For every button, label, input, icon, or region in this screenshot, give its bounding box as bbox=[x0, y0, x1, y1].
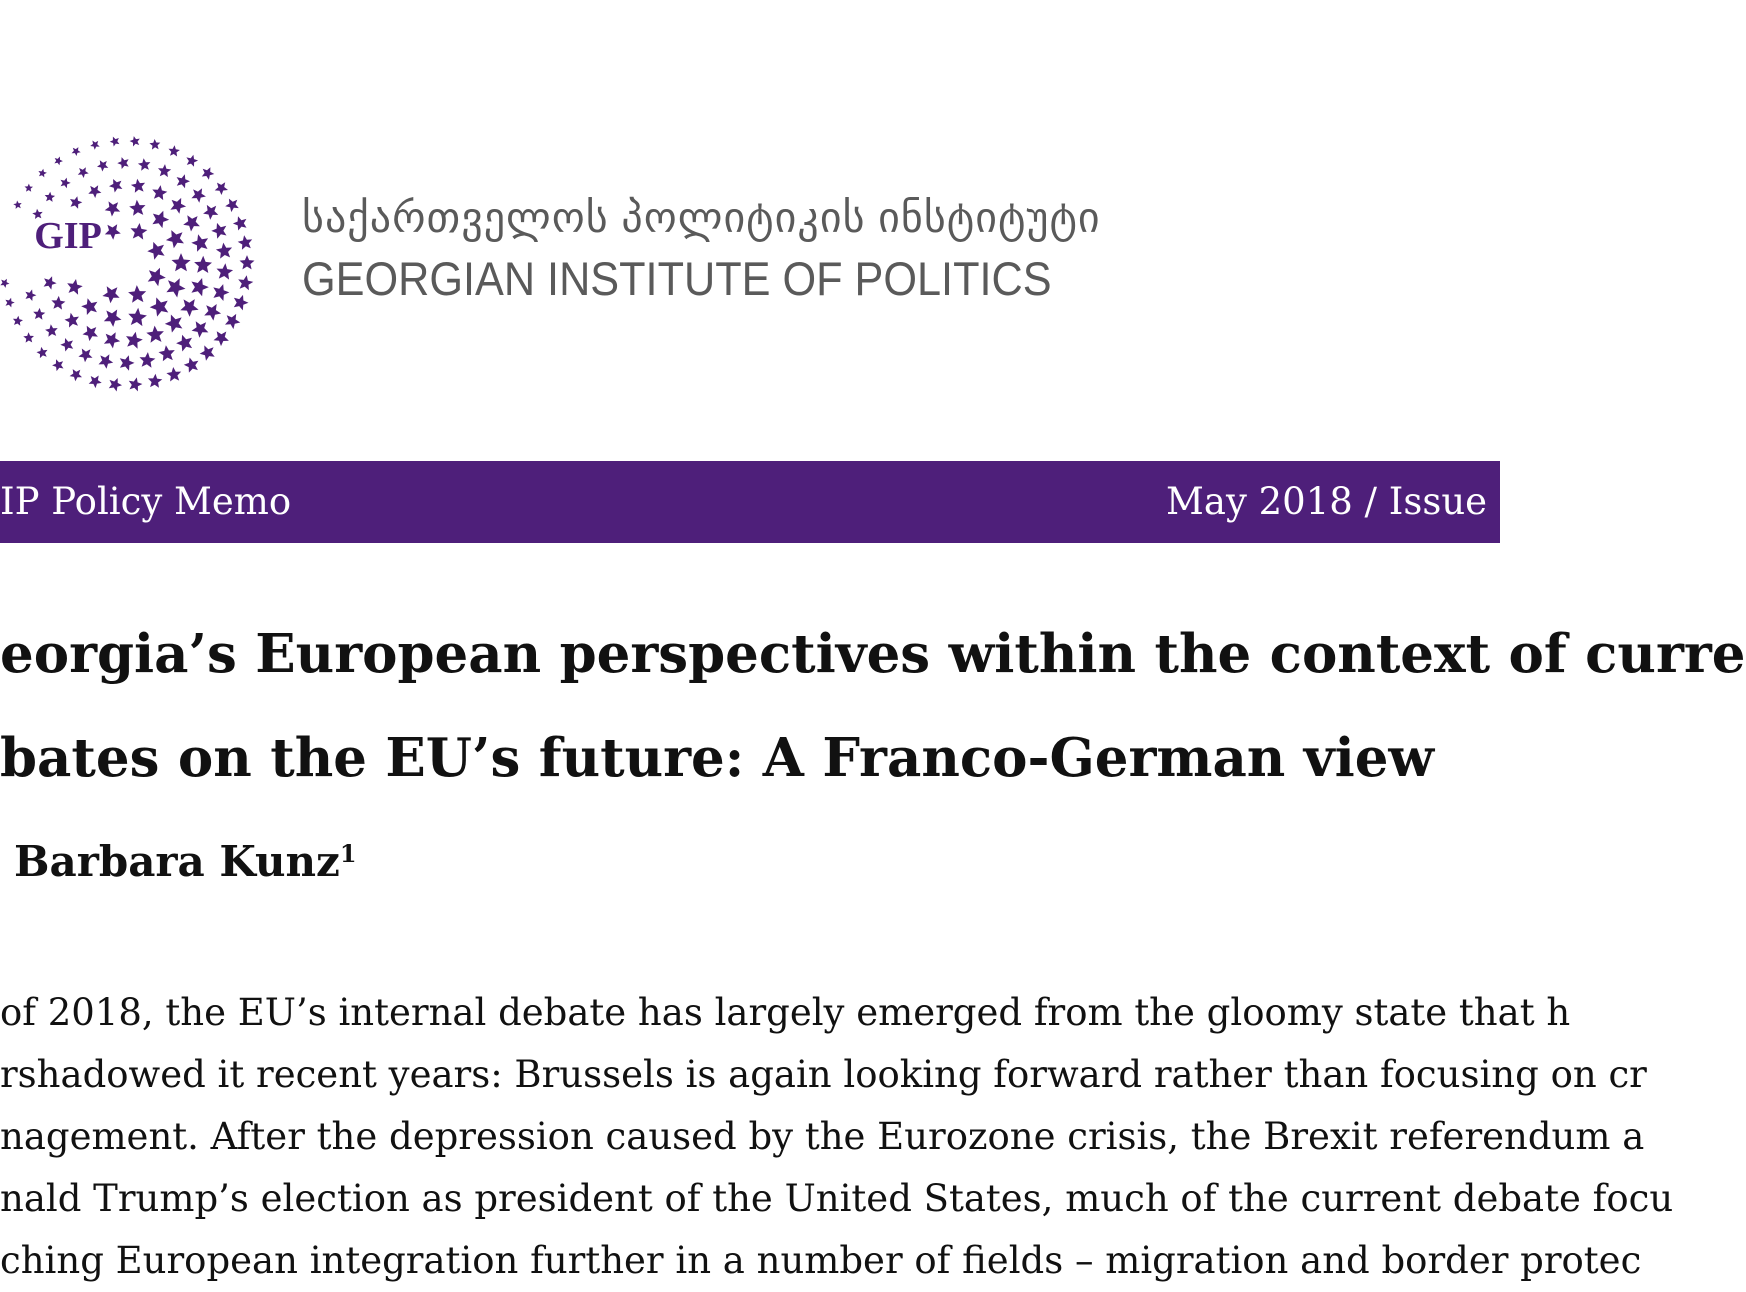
logo-star bbox=[202, 167, 215, 180]
logo-star bbox=[129, 200, 145, 216]
logo-star bbox=[159, 345, 175, 361]
logo-star bbox=[204, 304, 221, 321]
logo-star bbox=[126, 332, 143, 349]
logo-star bbox=[176, 335, 192, 352]
logo-star bbox=[238, 275, 253, 290]
logo-star bbox=[131, 179, 145, 193]
logo-star bbox=[38, 169, 47, 178]
body-line-4: nald Trump’s election as president of the United States, much of the current debate focu bbox=[0, 1177, 1674, 1220]
logo-star bbox=[45, 192, 55, 202]
logo-star bbox=[23, 332, 34, 342]
logo-star bbox=[104, 310, 122, 327]
logo-star bbox=[78, 349, 92, 363]
logo-star bbox=[52, 359, 63, 371]
logo-star bbox=[158, 164, 171, 177]
logo-star bbox=[140, 352, 156, 368]
series-label: IP Policy Memo bbox=[0, 480, 292, 523]
logo-star bbox=[165, 315, 183, 333]
article-title bbox=[0, 602, 1746, 810]
logo-star bbox=[192, 321, 209, 338]
logo-star bbox=[169, 145, 180, 156]
body-line-3: nagement. After the depression caused by the Eurozone crisis, the Brexit referendum a bbox=[0, 1115, 1645, 1158]
author-footnote-marker: 1 bbox=[339, 839, 357, 868]
logo-star bbox=[146, 326, 164, 343]
logo-star bbox=[51, 296, 65, 310]
body-line-5: ching European integration further in a number of fields – migration and border protec bbox=[0, 1239, 1642, 1282]
logo-star bbox=[200, 345, 215, 360]
logo-star bbox=[128, 285, 146, 303]
logo-star bbox=[211, 223, 226, 239]
author-name: Barbara Kunz bbox=[14, 837, 340, 886]
logo-star bbox=[147, 242, 164, 260]
logo-star bbox=[104, 332, 120, 348]
logo-star bbox=[129, 377, 143, 391]
org-name-georgian: საქართველოს პოლიტიკის ინსტიტუტი bbox=[302, 194, 1101, 241]
logo-star bbox=[240, 255, 255, 269]
author-byline bbox=[14, 826, 357, 890]
logo-star bbox=[203, 205, 218, 220]
logo-star bbox=[191, 278, 208, 296]
logo-star bbox=[72, 147, 81, 156]
logo-star bbox=[102, 286, 119, 303]
logo-star bbox=[148, 268, 166, 286]
logo-star bbox=[99, 354, 114, 369]
body-line-1: of 2018, the EU’s internal debate has largely emerged from the gloomy state that h bbox=[0, 991, 1571, 1034]
logo-star bbox=[214, 331, 229, 346]
logo-star bbox=[70, 196, 82, 209]
logo-star bbox=[25, 184, 34, 192]
logo-star bbox=[60, 338, 73, 352]
issue-label: May 2018 / Issue #2 bbox=[1166, 480, 1554, 523]
logo-star bbox=[5, 298, 14, 308]
logo-star bbox=[194, 256, 212, 273]
logo-star bbox=[45, 324, 58, 337]
logo-star bbox=[180, 299, 198, 317]
logo-star bbox=[225, 199, 239, 213]
logo-star bbox=[110, 137, 120, 147]
logo-star bbox=[152, 185, 167, 200]
logo-star bbox=[90, 141, 100, 150]
logo-star bbox=[105, 201, 121, 216]
logo-star bbox=[233, 216, 247, 230]
logo-star bbox=[13, 316, 23, 326]
logo-star bbox=[33, 308, 45, 320]
org-names bbox=[302, 188, 1117, 310]
logo-star bbox=[138, 158, 151, 170]
logo-star bbox=[213, 284, 229, 301]
logo-star bbox=[166, 278, 185, 297]
logo-star bbox=[97, 160, 108, 171]
title-line-1: eorgia’s European perspectives within the context of curre bbox=[0, 623, 1746, 685]
body-line-2: rshadowed it recent years: Brussels is again looking forward rather than focusing on cr bbox=[0, 1053, 1647, 1096]
logo-star bbox=[120, 355, 135, 371]
logo-star bbox=[0, 279, 9, 288]
logo-star bbox=[184, 358, 199, 373]
logo-star bbox=[128, 308, 147, 326]
logo-star bbox=[130, 136, 140, 146]
logo-star bbox=[109, 378, 122, 392]
logo-star bbox=[70, 369, 82, 381]
logo-star bbox=[13, 201, 21, 209]
logo-star bbox=[234, 295, 249, 311]
logo-star bbox=[217, 263, 234, 279]
logo-star bbox=[216, 243, 232, 259]
logo-star bbox=[105, 224, 121, 240]
logo-star bbox=[109, 179, 122, 193]
logo-star bbox=[170, 198, 186, 214]
logo-star bbox=[61, 178, 71, 189]
logo-star bbox=[67, 279, 83, 295]
logo-star bbox=[44, 276, 57, 289]
logo-star bbox=[117, 157, 128, 169]
logo-star bbox=[37, 347, 48, 358]
logo-star bbox=[149, 139, 160, 150]
logo-star bbox=[131, 223, 148, 240]
logo-star bbox=[89, 376, 102, 389]
logo-star bbox=[186, 155, 198, 167]
logo-star bbox=[88, 185, 101, 198]
logo-star bbox=[191, 234, 208, 251]
logo-star bbox=[148, 374, 162, 388]
logo-star bbox=[166, 367, 181, 382]
logo-star bbox=[191, 188, 206, 202]
gip-logo bbox=[0, 128, 260, 398]
logo-star bbox=[152, 211, 169, 228]
logo-star bbox=[78, 167, 89, 178]
logo-star bbox=[177, 174, 190, 188]
logo-star bbox=[166, 230, 184, 248]
title-line-2: bates on the EU’s future: A Franco-German view bbox=[0, 727, 1435, 789]
logo-star bbox=[54, 157, 63, 166]
logo-star bbox=[81, 298, 97, 315]
logo-star bbox=[25, 289, 36, 301]
star-globe-icon bbox=[0, 128, 260, 398]
logo-star bbox=[172, 253, 191, 271]
logo-star bbox=[150, 297, 169, 316]
logo-star bbox=[215, 182, 228, 195]
logo-star bbox=[65, 313, 80, 328]
memo-banner bbox=[0, 461, 1554, 543]
article-body bbox=[0, 982, 1674, 1292]
org-name-english: GEORGIAN INSTITUTE OF POLITICS bbox=[302, 252, 1052, 305]
logo-star bbox=[238, 235, 253, 250]
logo-star bbox=[225, 314, 240, 329]
logo-star bbox=[183, 215, 200, 231]
logo-star bbox=[83, 326, 98, 341]
logo-text: GIP bbox=[34, 215, 102, 257]
